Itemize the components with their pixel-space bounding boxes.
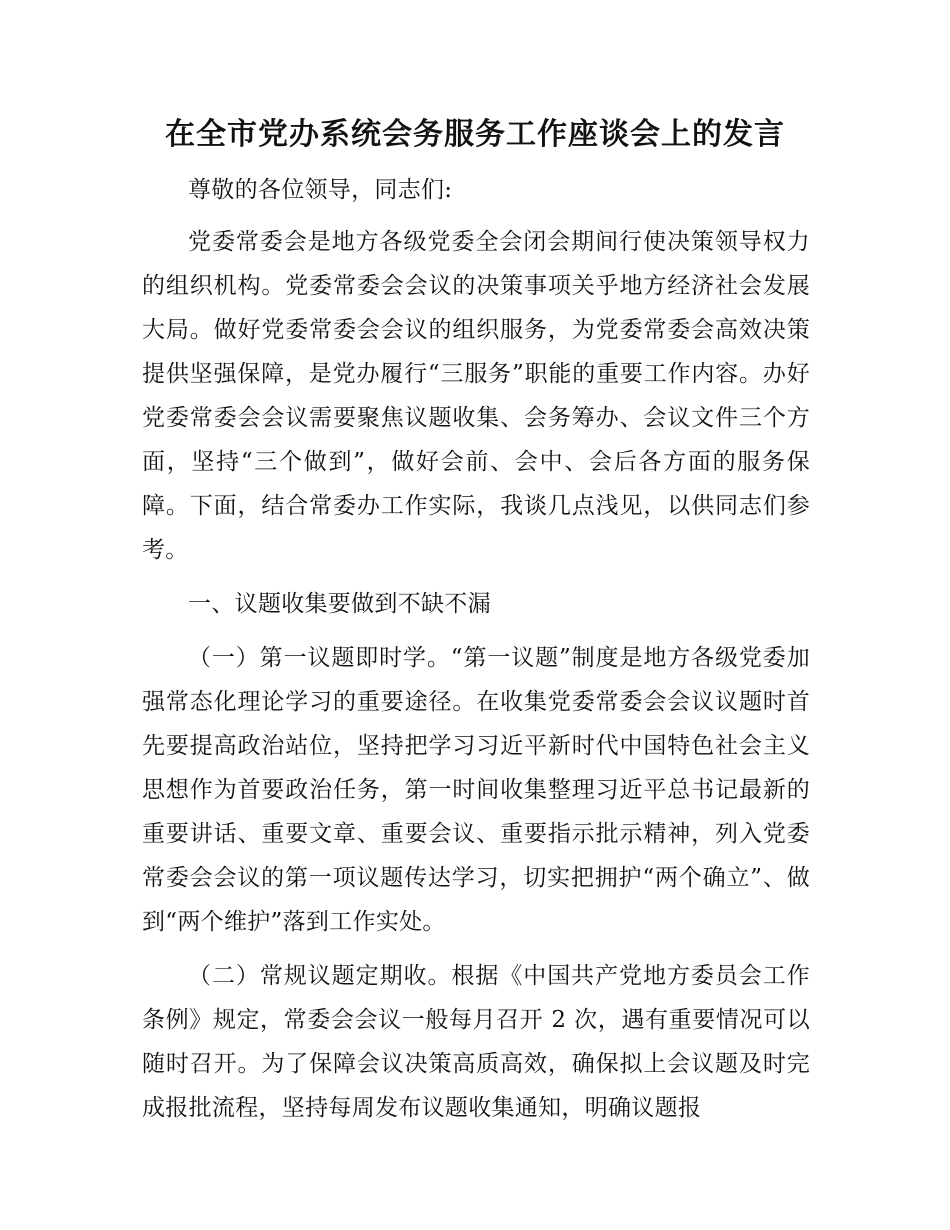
intro-paragraph: 党委常委会是地方各级党委全会闭会期间行使决策领导权力的组织机构。党委常委会会议的决策事项关乎地方经济社会发展大局。做好党委常委会会议的组织服务，为党委常委会高效决策提供坚强保障，是党办履行“三服务”职能的重要工作内容。办好党委常委会会议需要聚焦议题收集、会务筹办、会议文件三个方面，坚持“三个做到”，做好会前、会中、会后各方面的服务保障。下面，结合常委办工作实际，我谈几点浅见，以供同志们参考。 [142,229,810,563]
greeting-paragraph: 尊敬的各位领导，同志们: [188,177,453,203]
document-body [142,168,810,1140]
item-paragraph-2: （二）常规议题定期收。根据《中国共产党地方委员会工作条例》规定，常委会会议一般每月召开 2 次，遇有重要情况可以随时召开。为了保障会议决策高质高效，确保拟上会议题及时完成报批流程，坚持每周发布议题收集通知，明确议题报 [142,963,810,1121]
document-title: 在全市党办系统会务服务工作座谈会上的发言 [165,117,785,152]
section-heading-1: 一、议题收集要做到不缺不漏 [188,591,491,617]
item-paragraph-1: （一）第一议题即时学。“第一议题”制度是地方各级党委加强常态化理论学习的重要途径。在收集党委常委会会议议题时首先要提高政治站位，坚持把学习习近平新时代中国特色社会主义思想作为首要政治任务，第一时间收集整理习近平总书记最新的重要讲话、重要文章、重要会议、重要指示批示精神，列入党委常委会会议的第一项议题传达学习，切实把拥护“两个确立”、做到“两个维护”落到工作实处。 [142,645,810,935]
